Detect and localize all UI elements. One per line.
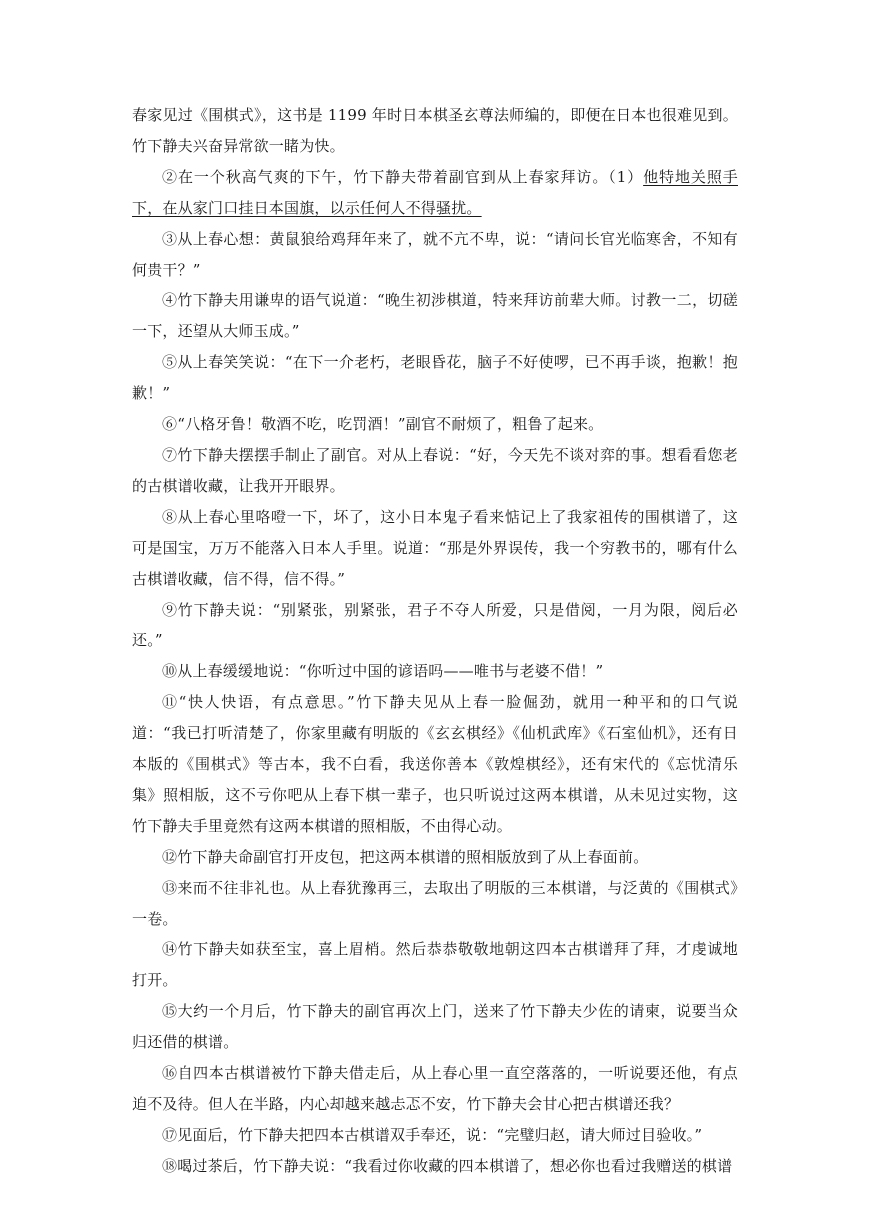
- paragraph-9: ⑨竹下静夫说：“别紧张，别紧张，君子不夺人所爱，只是借阅，一月为限，阅后必还。”: [132, 600, 738, 650]
- paragraph-10: ⑩从上春缓缓地说：“你听过中国的谚语吗——唯书与老婆不借！”: [162, 662, 604, 681]
- article-body: [132, 100, 738, 1182]
- paragraph-5: ⑤从上春笑笑说：“在下一介老朽，老眼昏花，脑子不好使啰，已不再手谈，抱歉！抱歉！”: [132, 353, 738, 403]
- paragraph-16: ⑯自四本古棋谱被竹下静夫借走后，从上春心里一直空落落的，一听说要还他，有点迫不及待。但人在半路，内心却越来越忐忑不安，竹下静夫会甘心把古棋谱还我？: [132, 1064, 738, 1113]
- paragraph-7: ⑦竹下静夫摆摆手制止了副官。对从上春说：“好，今天先不谈对弈的事。想看看您老的古棋谱收藏，让我开开眼界。: [132, 445, 738, 495]
- paragraph-3: ③从上春心想：黄鼠狼给鸡拜年来了，就不亢不卑，说：“请问长官光临寒舍，不知有何贵干？”: [132, 229, 738, 279]
- paragraph-12: ⑫竹下静夫命副官打开皮包，把这两本棋谱的照相版放到了从上春面前。: [162, 847, 649, 866]
- underlined-sentence-1: 他特地关照手下，在从家门口挂日本国旗，以示任何人不得骚扰。: [132, 167, 738, 217]
- paragraph-0: 春家见过《围棋式》，这书是 1199 年时日本棋圣玄尊法师编的，即便在日本也很难见到。竹下静夫兴奋异常欲一睹为快。: [132, 106, 738, 155]
- paragraph-4: ④竹下静夫用谦卑的语气说道：“晚生初涉棋道，特来拜访前辈大师。讨教一二，切磋一下，还望从大师玉成。”: [132, 291, 738, 341]
- paragraph-2: [132, 162, 738, 224]
- paragraph-18: ⑱喝过茶后，竹下静夫说：“我看过你收藏的四本棋谱了，想必你也看过我赠送的棋谱: [162, 1156, 733, 1175]
- paragraph-8: ⑧从上春心里咯噔一下，坏了，这小日本鬼子看来惦记上了我家祖传的围棋谱了，这可是国宝，万万不能落入日本人手里。说道：“那是外界误传，我一个穷教书的，哪有什么古棋谱收藏，信不得，信不得。”: [132, 507, 738, 588]
- paragraph-17: ⑰见面后，竹下静夫把四本古棋谱双手奉还，说：“完璧归赵，请大师过目验收。”: [162, 1125, 703, 1144]
- paragraph-2-text: ②在一个秋高气爽的下午，竹下静夫带着副官到从上春家拜访。（1）: [162, 167, 644, 186]
- paragraph-13: ⑬来而不往非礼也。从上春犹豫再三，去取出了明版的三本棋谱，与泛黄的《围棋式》一卷。: [132, 878, 738, 928]
- paragraph-11: ⑪“快人快语，有点意思。”竹下静夫见从上春一脸倔劲，就用一种平和的口气说道：“我已打听清楚了，你家里藏有明版的《玄玄棋经》《仙机武库》《石室仙机》，还有日本版的《围棋式》等古本，我不白看，我送你善本《敦煌棋经》，还有宋代的《忘忧清乐集》照相版，这不亏你吧从上春下棋一辈子，也只听说过这两本棋谱，从未见过实物，这竹下静夫手里竟然有这两本棋谱的照相版，不由得心动。: [132, 693, 738, 835]
- paragraph-15: ⑮大约一个月后，竹下静夫的副官再次上门，送来了竹下静夫少佐的请柬，说要当众归还借的棋谱。: [132, 1002, 738, 1052]
- paragraph-14: ⑭竹下静夫如获至宝，喜上眉梢。然后恭恭敬敬地朝这四本古棋谱拜了拜，才虔诚地打开。: [132, 940, 738, 990]
- paragraph-6: ⑥“八格牙鲁！敬酒不吃，吃罚酒！”副官不耐烦了，粗鲁了起来。: [162, 415, 604, 434]
